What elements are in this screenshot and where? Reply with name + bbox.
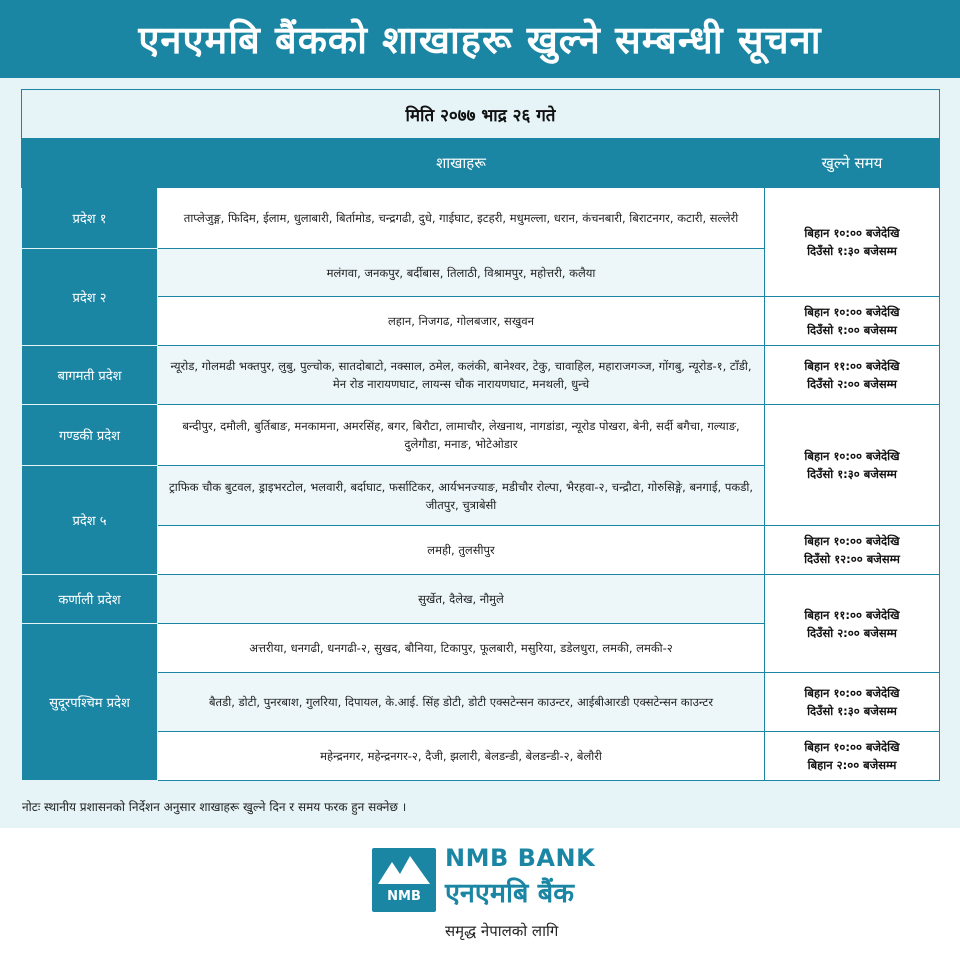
column-header-opening-time: खुल्ने समय (765, 139, 940, 188)
opening-time (765, 526, 940, 575)
branch-list: ट्राफिक चौक बुटवल, ड्राइभरटोल, भलवारी, बर्दाघाट, फर्साटिकर, आर्यभनज्याङ, मडीचौर रोल्पा, भैरहवा-२, चन्द्रौटा, गोरुसिङ्गे, बनगाई, पकडी, जीतपुर, चुत्राबेसी (158, 466, 765, 526)
opening-time (765, 346, 940, 405)
opening-time-end: दिउँसो २:०० बजेसम्म (807, 377, 897, 391)
header-blank-cell (22, 139, 158, 188)
branch-list: महेन्द्रनगर, महेन्द्रनगर-२, दैजी, झलारी, बेलडन्डी, बेलडन्डी-२, बेलौरी (158, 732, 765, 781)
branch-list: अत्तरीया, धनगढी, धनगढी-२, सुखद, बौनिया, टिकापुर, फूलबारी, मसुरिया, डडेलधुरा, लमकी, लमकी-२ (158, 624, 765, 673)
footnote: नोटः स्थानीय प्रशासनको निर्देशन अनुसार शाखाहरू खुल्ने दिन र समय फरक हुन सक्नेछ । (22, 800, 407, 814)
province-gandaki: गण्डकी प्रदेश (22, 405, 158, 466)
branch-list: मलंगवा, जनकपुर, बर्दीबास, तिलाठी, विश्रामपुर, महोत्तरी, कलैया (158, 249, 765, 297)
province-bagmati: बागमती प्रदेश (22, 346, 158, 405)
opening-time (765, 575, 940, 673)
opening-time-start: बिहान ११:०० बजेदेखि (804, 359, 900, 373)
branch-list: लहान, निजगढ, गोलबजार, सखुवन (158, 297, 765, 346)
opening-time (765, 297, 940, 346)
opening-time-start: बिहान १०:०० बजेदेखि (804, 226, 900, 240)
opening-time (765, 673, 940, 732)
branch-list: ताप्लेजुङ्ग, फिदिम, ईलाम, धुलाबारी, बिर्तामोड, चन्द्रगढी, दुधे, गाईघाट, इटहरी, मधुमल्ला, धरान, कंचनबारी, बिराटनगर, कटारी, सल्लेरी (158, 188, 765, 249)
opening-time-end: दिउँसो १:३० बजेसम्म (807, 467, 897, 481)
notice-title-bar (0, 0, 960, 78)
opening-time-end: दिउँसो १:०० बजेसम्म (807, 323, 897, 337)
logo-text: NMB (387, 889, 421, 904)
opening-time-end: दिउँसो १:३० बजेसम्म (807, 244, 897, 258)
opening-time-start: बिहान ११:०० बजेदेखि (804, 607, 900, 622)
opening-time (765, 188, 940, 297)
province-2: प्रदेश २ (22, 249, 158, 346)
notice-title: एनएमबि बैंकको शाखाहरू खुल्ने सम्बन्धी सूचना (138, 18, 822, 62)
opening-time (765, 405, 940, 526)
brand-name-english: NMB BANK (445, 844, 596, 872)
brand-tagline: समृद्ध नेपालको लागि (445, 922, 559, 940)
province-1: प्रदेश १ (22, 188, 158, 249)
branch-schedule-table (21, 89, 940, 781)
opening-time-end: दिउँसो १२:०० बजेसम्म (804, 552, 900, 566)
nmb-logo-icon (372, 848, 436, 912)
brand-name-nepali: एनएमबि बैंक (445, 878, 574, 909)
branch-list: बन्दीपुर, दमौली, बुर्तिबाङ, मनकामना, अमरसिंह, बगर, बिरौटा, लामाचौर, लेखनाथ, नागडांडा, न्यूरोड पोखरा, बेनी, सर्दी बगैचा, गल्याङ, दुलेगौडा, मनाङ, भोटेओडार (158, 405, 765, 466)
opening-time-start: बिहान १०:०० बजेदेखि (804, 534, 900, 548)
opening-time-end: बिहान २:०० बजेसम्म (807, 758, 897, 772)
notice-date: मिति २०७७ भाद्र २६ गते (22, 90, 940, 139)
opening-time-end: दिउँसो १:३० बजेसम्म (807, 704, 897, 718)
branch-list: सुर्खेत, दैलेख, नौमुले (158, 575, 765, 624)
opening-time-start: बिहान १०:०० बजेदेखि (804, 740, 900, 754)
opening-time-start: बिहान १०:०० बजेदेखि (804, 449, 900, 463)
province-karnali: कर्णाली प्रदेश (22, 575, 158, 624)
opening-time-start: बिहान १०:०० बजेदेखि (804, 305, 900, 319)
column-header-branches: शाखाहरू (158, 139, 765, 188)
branch-list: लमही, तुलसीपुर (158, 526, 765, 575)
opening-time-end: दिउँसो २:०० बजेसम्म (807, 625, 897, 640)
opening-time (765, 732, 940, 781)
opening-time-start: बिहान १०:०० बजेदेखि (804, 686, 900, 700)
branch-list: बैतडी, डोटी, पुनरबाश, गुलरिया, दिपायल, के.आई. सिंह डोटी, डोटी एक्सटेन्सन काउन्टर, आईबीआरडी एक्सटेन्सन काउन्टर (158, 673, 765, 732)
province-5: प्रदेश ५ (22, 466, 158, 575)
branch-list: न्यूरोड, गोलमढी भक्तपुर, लुबु, पुल्चोक, सातदोबाटो, नक्साल, ठमेल, कलंकी, बानेश्वर, टेकु, चावाहिल, महाराजगञ्ज, गोंगबु, न्यूरोड-१, टाँडी, मेन रोड नारायणघाट, लायन्स चौक नारायणघाट, मनथली, धुन्चे (158, 346, 765, 405)
province-sudurpaschim: सुदूरपश्चिम प्रदेश (22, 624, 158, 781)
